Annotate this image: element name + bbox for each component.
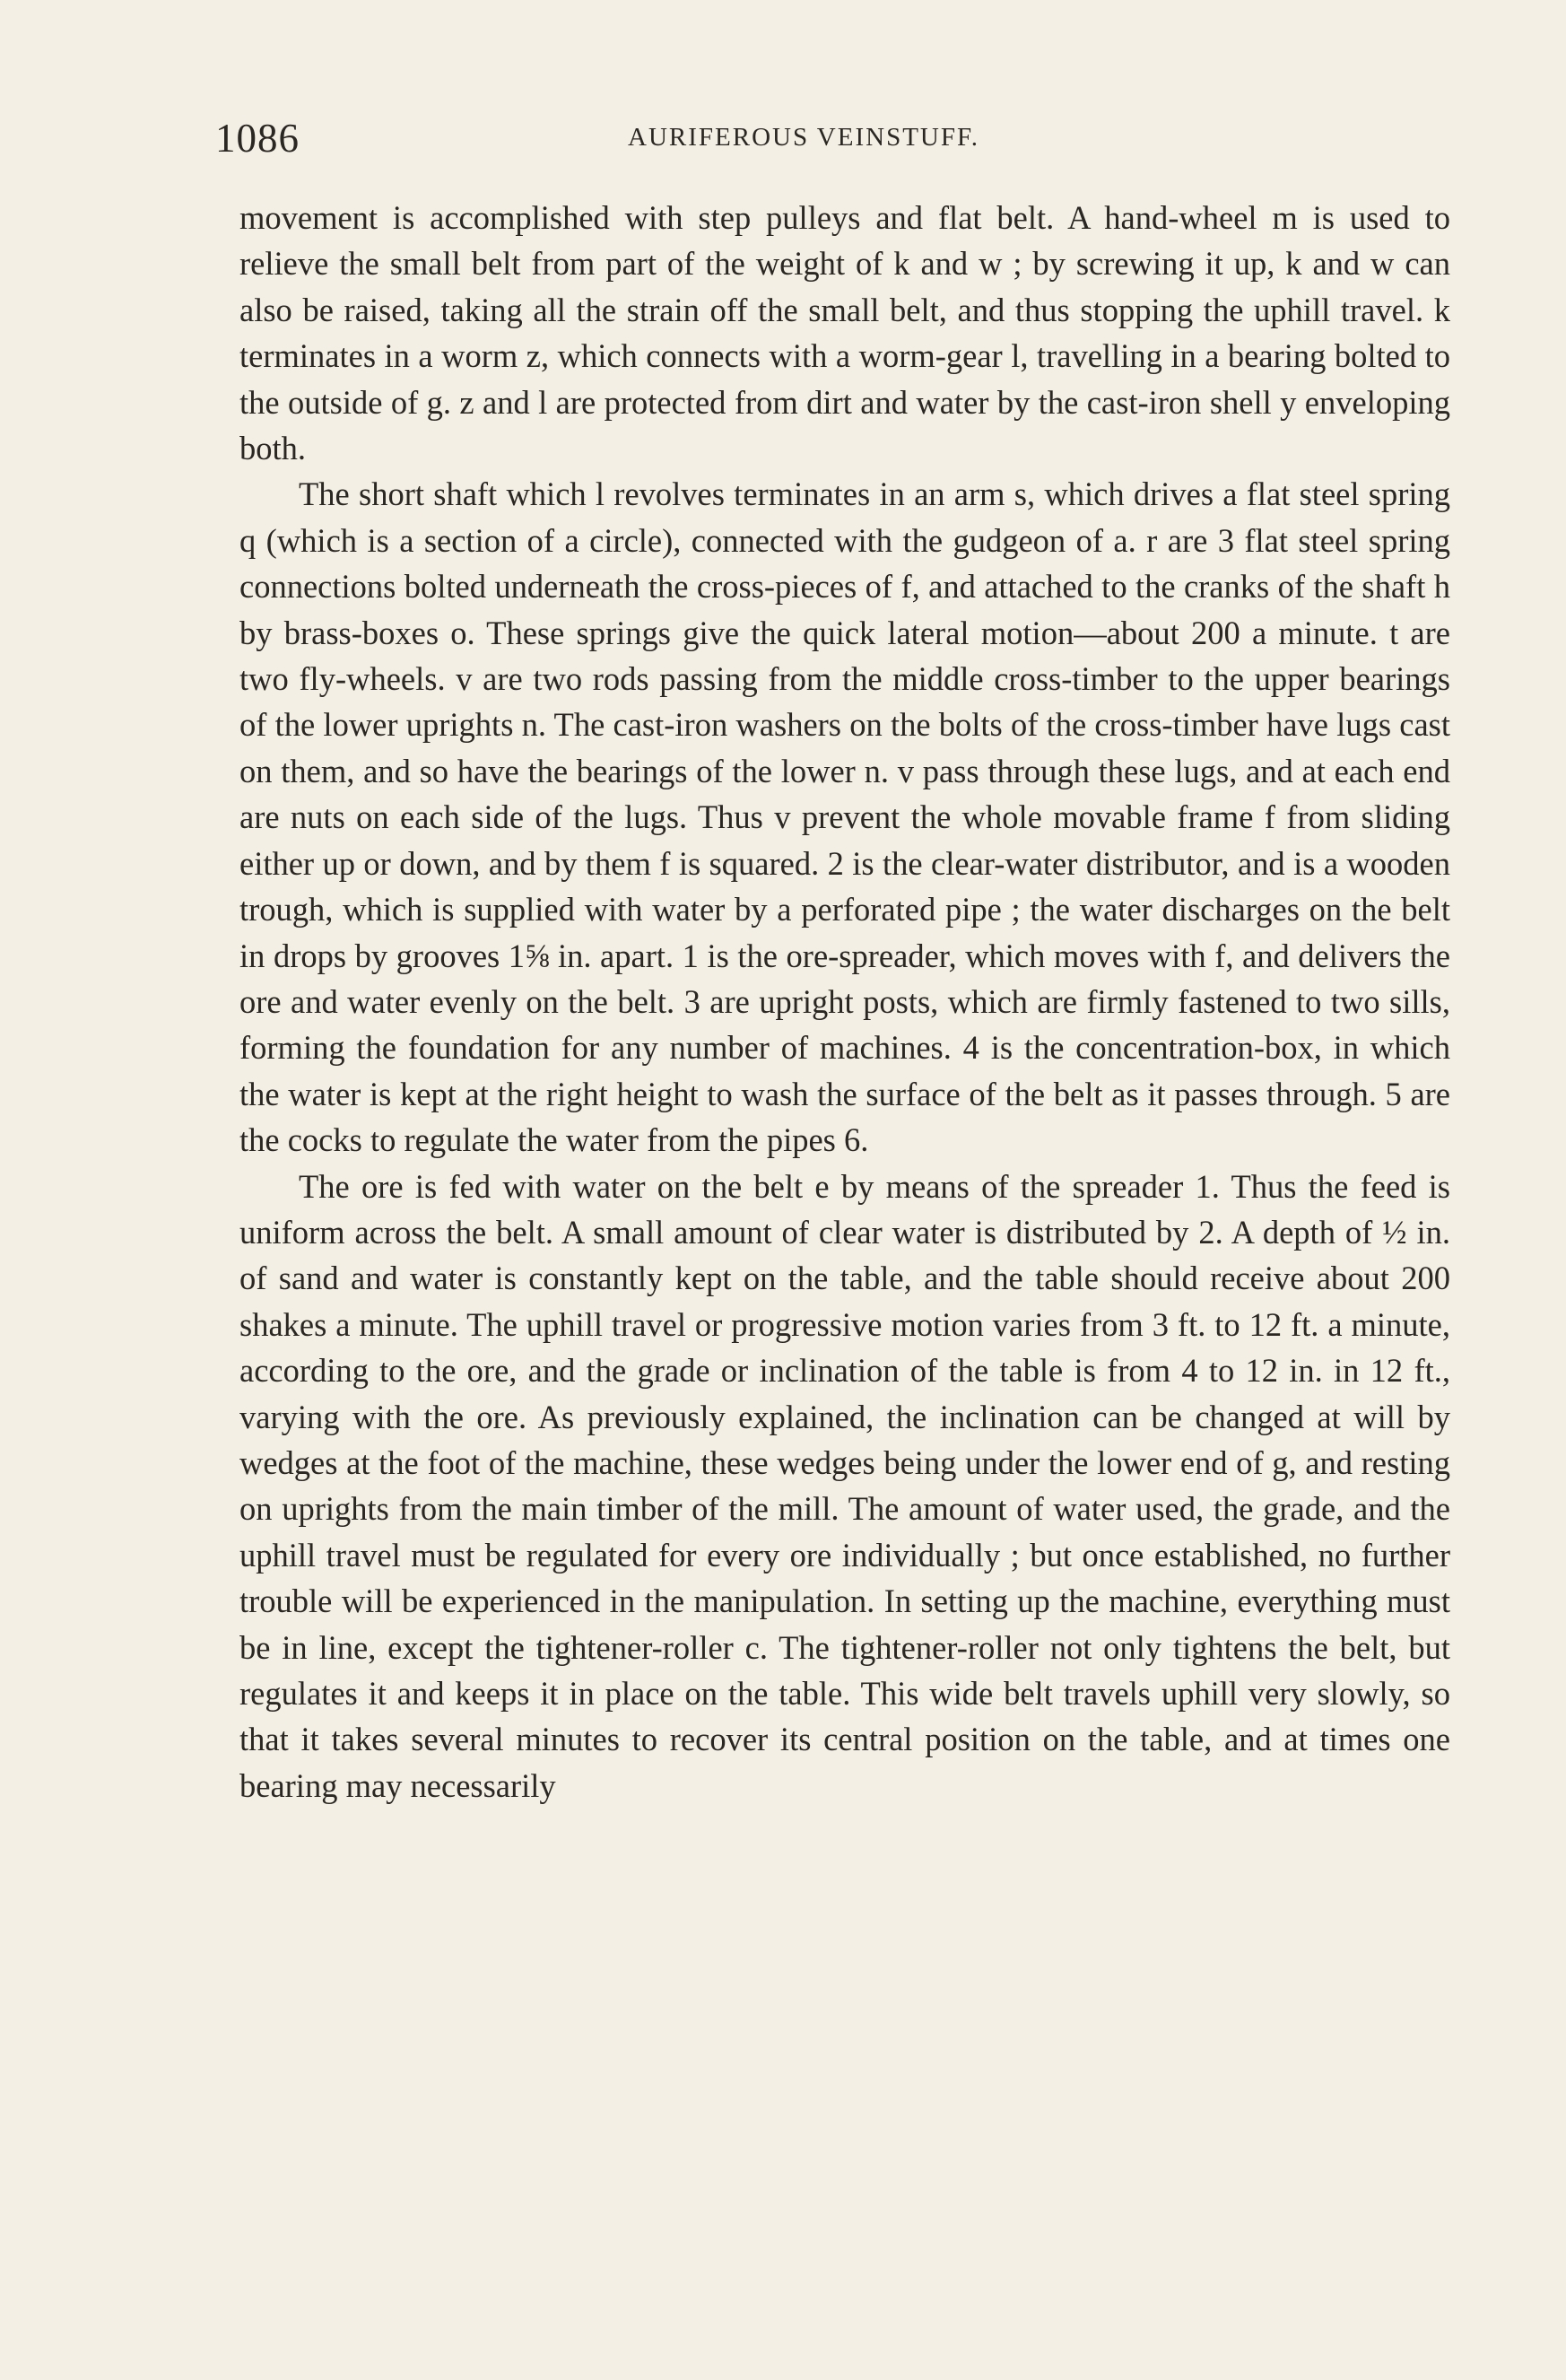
paragraph-shaft-mechanism: The short shaft which l revolves terminates in an arm s, which drives a flat steel spring q (which is a section of a circle), connected with the gudgeon of a. r are 3 flat steel spring connections bolted underneath the cross-pieces of f, and attached to the cranks of the shaft h by brass-boxes o. These springs give the quick lateral motion—about 200 a minute. t are two fly-wheels. v are two rods passing from the middle cross-timber to the upper bearings of the lower uprights n. The cast-iron washers on the bolts of the cross-timber have lugs cast on them, and so have the bearings of the lower n. v pass through these lugs, and at each end are nuts on each side of the lugs. Thus v prevent the whole movable frame f from sliding either up or down, and by them f is squared. 2 is the clear-water distributor, and is a wooden trough, which is supplied with water by a perforated pipe ; the water discharges on the belt in drops by grooves 1⅝ in. apart. 1 is the ore-spreader, which moves with f, and delivers the ore and water evenly on the belt. 3 are upright posts, which are firmly fastened to two sills, forming the foundation for any number of machines. 4 is the concentration-box, in which the water is kept at the right height to wash the surface of the belt as it passes through. 5 are the cocks to regulate the water from the pipes 6. bbox=[239, 475, 1450, 1159]
paragraph-ore-feed: The ore is fed with water on the belt e by means of the spreader 1. Thus the feed is uniform across the belt. A small amount of clear water is distributed by 2. A depth of ½ in. of sand and water is constantly kept on the table, and the table should receive about 200 shakes a minute. The uphill travel or progressive motion varies from 3 ft. to 12 ft. a minute, according to the ore, and the grade or inclination of the table is from 4 to 12 in. in 12 ft., varying with the ore. As previously explained, the inclination can be changed at will by wedges at the foot of the machine, these wedges being under the lower end of g, and resting on uprights from the main timber of the mill. The amount of water used, the grade, and the uphill travel must be regulated for every ore individually ; but once established, no further trouble will be experienced in the manipulation. In setting up the machine, everything must be in line, except the tightener-roller c. The tightener-roller not only tightens the belt, but regulates it and keeps it in place on the table. This wide belt travels uphill very slowly, so that it takes several minutes to recover its central position on the table, and at times one bearing may necessarily bbox=[239, 1167, 1450, 1804]
page-number: 1086 bbox=[215, 116, 300, 161]
running-title: AURIFEROUS VEINSTUFF. bbox=[628, 123, 980, 152]
body-text bbox=[239, 195, 1450, 1809]
paragraph-continued: movement is accomplished with step pulleys and flat belt. A hand-wheel m is used to relieve the small belt from part of the weight of k and w ; by screwing it up, k and w can also be raised, taking all the strain off the small belt, and thus stopping the uphill travel. k terminates in a worm z, which connects with a worm-gear l, travelling in a bearing bolted to the outside of g. z and l are protected from dirt and water by the cast-iron shell y enveloping both. bbox=[239, 199, 1450, 467]
